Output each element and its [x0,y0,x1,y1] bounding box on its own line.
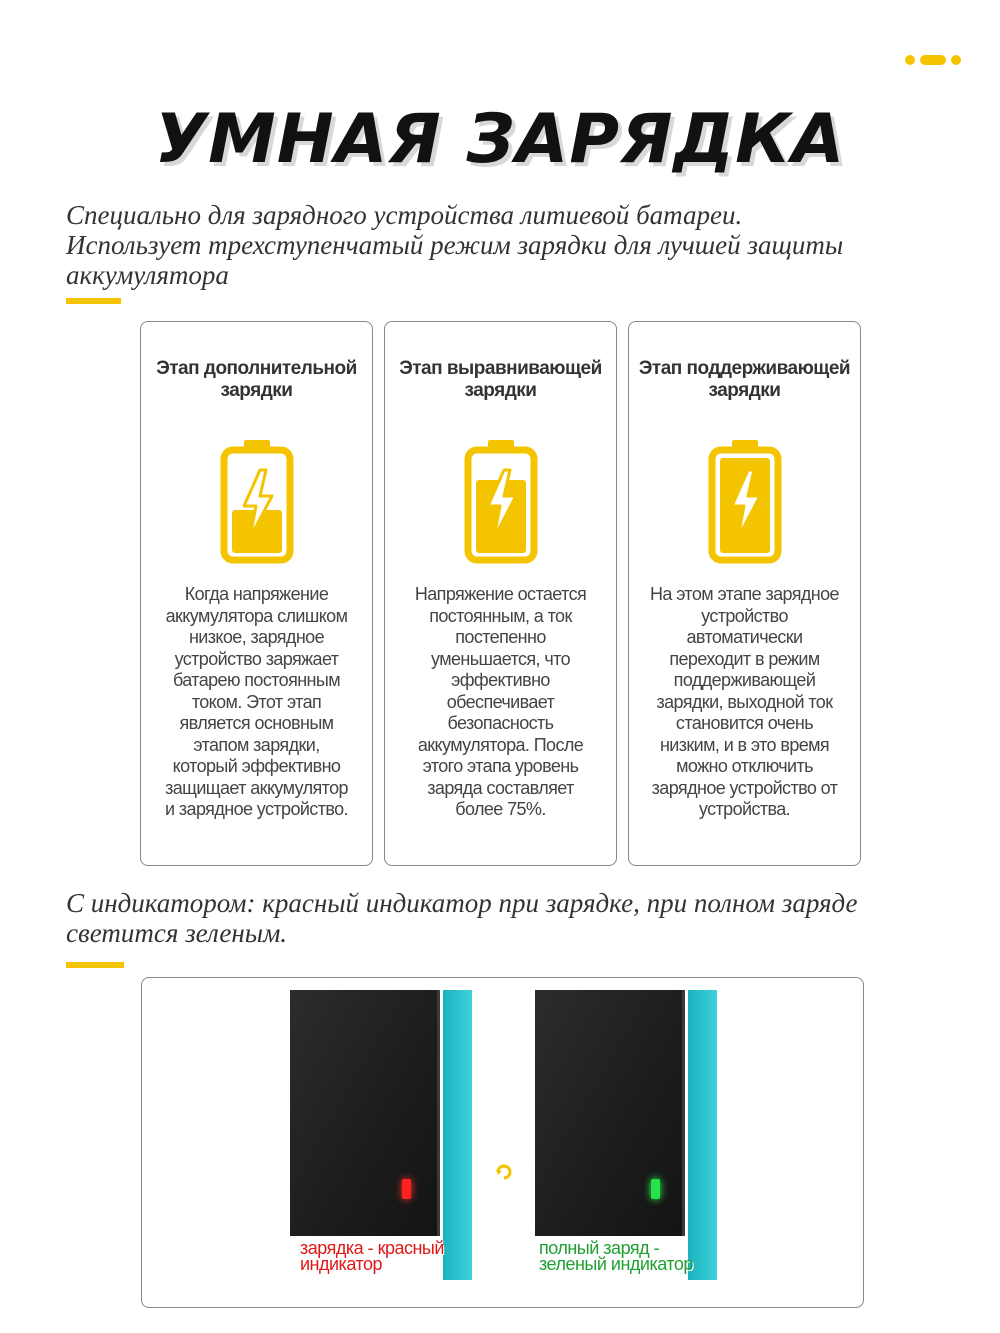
indicator-photo [141,977,864,1308]
charger-full [535,990,717,1288]
stage-card-boost [140,321,373,866]
stage-card-float [628,321,861,866]
battery-low-charging-icon [220,440,294,564]
dash [920,55,946,65]
charger-charging [290,990,472,1288]
green-led-icon [651,1179,660,1199]
charger-body [535,990,685,1236]
dot [905,55,915,65]
intro-line: Использует трехступенчатый режим зарядки для лучшей защиты [66,230,844,260]
page-title: УМНАЯ ЗАРЯДКА [154,100,846,179]
charging-label: зарядка - красный индикатор [300,1238,444,1274]
decorative-dots [905,55,961,65]
indicator-description [66,888,946,948]
section-divider [66,962,124,968]
charger-side [688,990,717,1280]
indicator-line: С индикатором: красный индикатор при зарядке, при полном заряде [66,888,858,918]
dot [951,55,961,65]
indicator-line: светится зеленым. [66,918,288,948]
stage-title: Этап дополнительной зарядки [156,358,357,401]
charger-side [443,990,472,1280]
battery-full-charging-icon [708,440,782,564]
cycle-arrow-icon [494,1162,514,1182]
charger-body [290,990,440,1236]
full-charge-label: полный заряд - зеленый индикатор [539,1238,693,1274]
stage-title: Этап выравнивающей зарядки [399,358,602,401]
red-led-icon [402,1179,411,1199]
section-divider [66,298,121,304]
battery-half-charging-icon [464,440,538,564]
stage-description: Напряжение остается постоянным, а ток постепенно уменьшается, что эффективно обеспечивает безопасность аккумулятора. После этого этапа уровень заряда составляет более 75%. [414,584,587,819]
stage-title: Этап поддерживающей зарядки [638,358,851,401]
intro-line: аккумулятора [66,260,229,290]
stage-description: На этом этапе зарядное устройство автоматически переходит в режим поддерживающей зарядки, выходной ток становится очень низким, и в это время можно отключить зарядное устройство от устройства. [650,584,839,819]
intro-line: Специально для зарядного устройства литиевой батареи. [66,200,743,230]
stage-description: Когда напряжение аккумулятора слишком низкое, зарядное устройство заряжает батарею постоянным током. Этот этап является основным этапом зарядки, который эффективно защищает аккумулятор и зарядное устройство. [165,584,348,819]
stage-card-equalizing [384,321,617,866]
intro-text [66,200,926,290]
